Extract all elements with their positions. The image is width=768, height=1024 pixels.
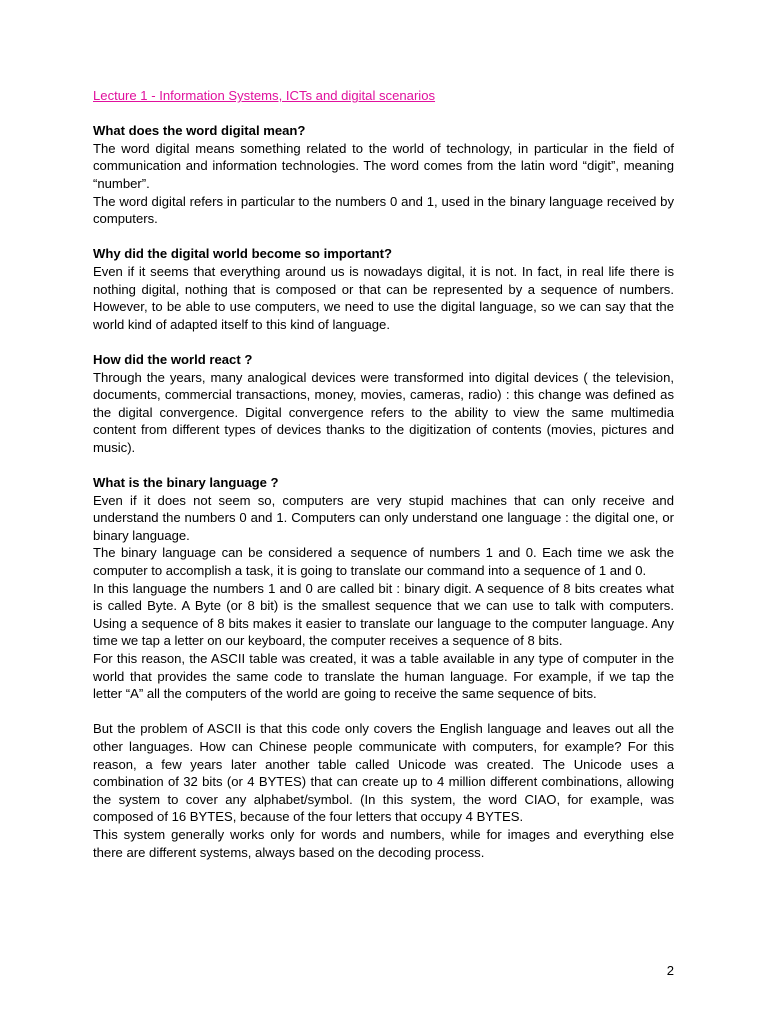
paragraph: For this reason, the ASCII table was created, it was a table available in any type of computer in the world that provides the same code to translate the human language. For example, if we tap the letter “A” all the computers of the world are going to receive the same sequence of bits. bbox=[93, 651, 674, 702]
paragraph: The word digital refers in particular to the numbers 0 and 1, used in the binary language received by computers. bbox=[93, 193, 674, 227]
section-digital-meaning bbox=[93, 122, 674, 228]
section-heading: What is the binary language ? bbox=[93, 475, 279, 491]
section-heading: How did the world react ? bbox=[93, 351, 253, 367]
paragraph: In this language the numbers 1 and 0 are called bit : binary digit. A sequence of 8 bits creates what is called Byte. A Byte (or 8 bit) is the smallest sequence that we can use to talk with computers. Using a sequence of 8 bits makes it easier to translate our language to the computer language. Any time we tap a letter on our keyboard, the computer receives a sequence of 8 bits. bbox=[93, 580, 674, 649]
page-number: 2 bbox=[666, 963, 674, 978]
paragraph: Even if it does not seem so, computers are very stupid machines that can only receive and understand the numbers 0 and 1. Computers can only understand one language : the digital one, or binary language. bbox=[93, 492, 674, 543]
section-binary-language bbox=[93, 474, 674, 703]
lecture-title[interactable]: Lecture 1 - Information Systems, ICTs and digital scenarios bbox=[93, 88, 436, 103]
paragraph: Even if it seems that everything around us is nowadays digital, it is not. In fact, in real life there is nothing digital, nothing that is composed or that can be represented by a sequence of numbers. However, to be able to use computers, we need to use the digital language, so we can say that the world kind of adapted itself to this kind of language. bbox=[93, 263, 674, 332]
section-digital-importance bbox=[93, 245, 674, 333]
paragraph: The word digital means something related to the world of technology, in particular in the field of communication and information technologies. The word comes from the latin word “digit”, meaning “number”. bbox=[93, 140, 674, 191]
section-heading: What does the word digital mean? bbox=[93, 123, 306, 139]
paragraph: But the problem of ASCII is that this code only covers the English language and leaves out all the other languages. How can Chinese people communicate with computers, for example? For this reason, a few years later another table called Unicode was created. The Unicode uses a combination of 32 bits (or 4 BYTES) that can create up to 4 million different combinations, allowing the system to cover any alphabet/symbol. (In this system, the word CIAO, for example, was composed of 16 BYTES, because of the four letters that occupy 4 BYTES. bbox=[93, 721, 674, 825]
paragraph: The binary language can be considered a sequence of numbers 1 and 0. Each time we ask the computer to accomplish a task, it is going to translate our command into a sequence of 1 and 0. bbox=[93, 545, 674, 579]
paragraph: This system generally works only for words and numbers, while for images and everything else there are different systems, always based on the decoding process. bbox=[93, 826, 674, 860]
section-world-reaction bbox=[93, 351, 674, 457]
section-heading: Why did the digital world become so important? bbox=[93, 246, 392, 262]
paragraph: Through the years, many analogical devices were transformed into digital devices ( the television, documents, commercial transactions, money, movies, cameras, radio) : this change was defined as the digital convergence. Digital convergence refers to the ability to view the same multimedia content from different types of devices thanks to the digitization of contents (movies, pictures and music). bbox=[93, 369, 674, 455]
document-body bbox=[93, 87, 674, 879]
section-unicode bbox=[93, 720, 674, 861]
